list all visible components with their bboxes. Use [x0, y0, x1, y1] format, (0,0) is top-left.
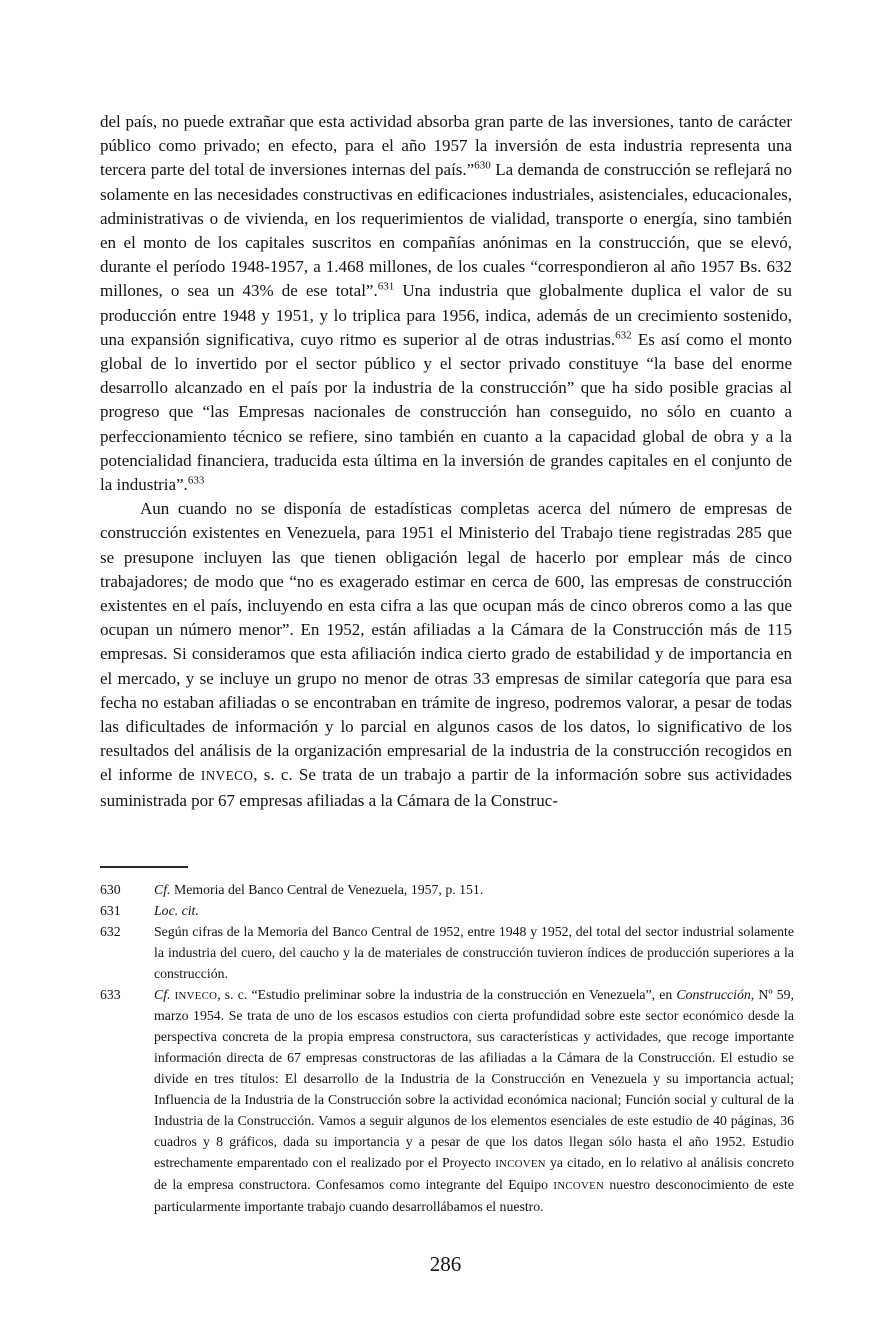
footnote-number: 632: [100, 923, 121, 939]
text-run: Cf.: [154, 986, 171, 1002]
footnote-item: [100, 901, 794, 922]
footnote-ref: 633: [187, 474, 205, 487]
text-run: Una industria que globalmente duplica el valor de su producción entre 1948 y 1951, y lo triplica para 1956, indica, además de un crecimiento sostenido, una expansión significativa, cuyo ritmo es superior al de otras industrias.: [100, 281, 792, 349]
text-run: del país, no puede extrañar que esta actividad absorba gran parte de las inversiones, tanto de carácter público como privado; en efecto, para el año 1957 la inversión de esta industria representa una tercera parte del total de inversiones internas del país.”: [100, 112, 792, 180]
text-run: INVECO: [200, 768, 254, 784]
text-run: Es así como el monto global de lo invertido por el sector público y el sector privado constituye “la base del enorme desarrollo alcanzado en el país por la industria de la construcción” que ha sido posible gracias al progreso que “las Empresas nacionales de construcción han conseguido, no sólo en cuanto a perfeccionamiento técnico se refiere, sino también en cuanto a la capacidad global de obra y a la potencialidad financiera, traducida esta última en la inversión de grandes capitales en el conjunto de la industria”.: [100, 329, 792, 495]
footnote-text: [154, 985, 794, 1218]
footnotes: [100, 880, 794, 1218]
footnote-number: 631: [100, 902, 121, 918]
text-run: La demanda de construcción se reflejará no solamente en las necesidades constructivas en edificaciones industriales, asistenciales, educacionales, administrativas o de vivienda, en los requerimientos de vialidad, transporte o energía, sino también en el monto de los capitales suscritos en compañías anónimas en la construcción, que se elevó, durante el período 1948-1957, a 1.468 millones, de los cuales “correspondieron al año 1957 Bs. 632 millones, o sea un 43% de ese total”.: [100, 160, 792, 301]
footnote-item: [100, 880, 794, 901]
footnote-text: [154, 901, 794, 922]
paragraph: [100, 497, 792, 813]
footnote-ref: 632: [615, 329, 632, 342]
text-run: INCOVEN: [553, 1179, 605, 1192]
text-run: ya citado, en lo relativo al análisis concreto de la empresa constructora. Confesamos como integrante del Equipo: [154, 1154, 794, 1192]
footnote-text: [154, 880, 794, 901]
footnote-number: 630: [100, 882, 121, 897]
text-run: , s. c. Se trata de un trabajo a partir de la información sobre sus actividades suministrada por 67 empresas afiliadas a la Cámara de la Construc-: [100, 765, 792, 810]
footnote-number: 633: [100, 986, 121, 1002]
text-run: , s. c. “Estudio preliminar sobre la industria de la construcción en Venezuela”, en: [217, 986, 677, 1002]
text-run: Memoria del Banco Central de Venezuela, 1957, p. 151.: [170, 882, 484, 897]
text-run: INVECO: [174, 989, 218, 1002]
footnote-ref: 631: [377, 280, 395, 293]
page-number: 286: [429, 1252, 462, 1276]
footnote-item: [100, 922, 794, 985]
footnote-text: [154, 922, 794, 985]
paragraph: [100, 110, 792, 497]
body-text: [100, 110, 792, 813]
footnote-separator: [100, 866, 188, 868]
text-run: Aun cuando no se disponía de estadísticas completas acerca del número de empresas de construcción existentes en Venezuela, para 1951 el Ministerio del Trabajo tiene registradas 285 que se presupone incluyen las que tienen obligación legal de hacerlo por emplear más de cinco trabajadores; de modo que “no es exagerado estimar en cerca de 600, las empresas de construcción existentes en el país, incluyendo en esta cifra a las que ocupan más de cinco obreros como a las que ocupan un número menor”. En 1952, están afiliadas a la Cámara de la Construcción más de 115 empresas. Si consideramos que esta afiliación indica cierto grado de estabilidad y de importancia en el mercado, y se incluye un grupo no menor de otras 33 empresas de similar categoría que para esa fecha no estaban afiliadas o se encontraban en trámite de ingreso, podremos valorar, a pesar de todas las dificultades de información y lo parcial en algunos casos de los datos, lo significativo de los resultados del análisis de la organización empresarial de la industria de la construcción recogidos en el informe de: [100, 499, 792, 785]
text-run: Cf.: [154, 882, 171, 897]
text-run: Loc. cit.: [154, 902, 199, 918]
text-run: Según cifras de la Memoria del Banco Central de 1952, entre 1948 y 1952, del total del sector industrial solamente la industria del cuero, del caucho y la de materiales de construcción tuvieron índices de producción superiores a la construcción.: [154, 923, 794, 981]
footnote-item: [100, 985, 794, 1218]
text-run: , Nº 59, marzo 1954. Se trata de uno de los escasos estudios con cierta profundidad sobre este sector económico desde la perspectiva concreta de la propia empresa constructora, sus características y actividades, que recoge importante información directa de 67 empresas constructoras de las afiliadas a la Cámara de la Construcción. El estudio se divide en tres títulos: El desarrollo de la Industria de la Construcción en Venezuela y su importancia actual; Influencia de la Industria de la Construcción sobre la actividad económica nacional; Función social y cultural de la Industria de la Construcción. Vamos a seguir algunos de los elementos esenciales de este estudio de 40 páginas, 36 cuadros y 8 gráficos, dada su importancia y a pesar de que los datos llegan sólo hasta el año 1952. Estudio estrechamente emparentado con el realizado por el Proyecto: [154, 986, 795, 1170]
text-run: Construcción: [676, 986, 751, 1002]
footnote-ref: 630: [474, 159, 491, 172]
text-run: nuestro desconocimiento de este particularmente importante trabajo cuando desarrollábamos el nuestro.: [154, 1176, 795, 1214]
text-run: INCOVEN: [495, 1157, 546, 1170]
